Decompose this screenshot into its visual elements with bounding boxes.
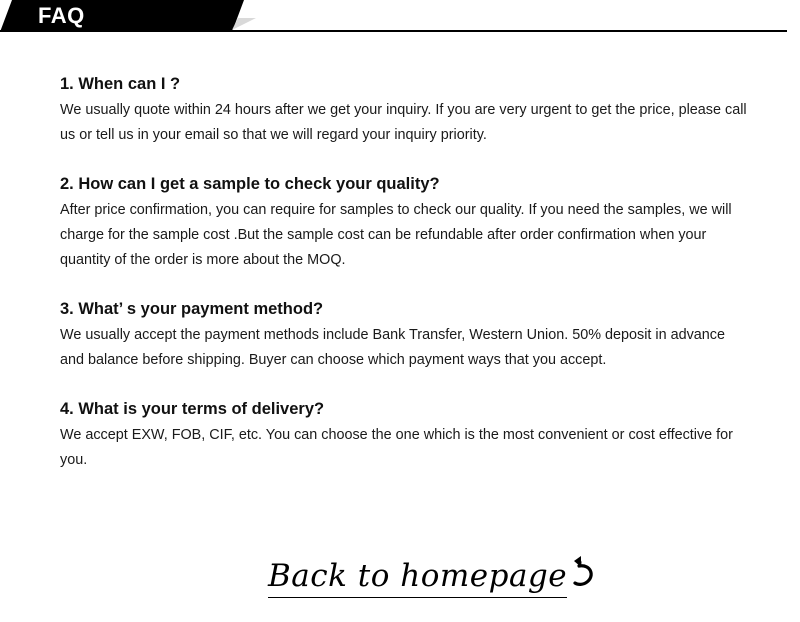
header-divider: [0, 30, 787, 32]
faq-item: [60, 397, 750, 473]
faq-question: 4. What is your terms of delivery?: [60, 400, 325, 418]
faq-question: 2. How can I get a sample to check your quality?: [60, 175, 440, 193]
faq-header: [0, 0, 800, 34]
faq-banner: [0, 0, 244, 32]
return-arrow-icon[interactable]: [571, 552, 599, 592]
faq-item: [60, 72, 750, 148]
page-title: FAQ: [38, 3, 85, 28]
faq-answer: After price confirmation, you can require for samples to check our quality. If you need the samples, we will charge for the sample cost .But the sample cost can be refundable after order confirmation when your quantity of the order is more about the MOQ.: [60, 202, 732, 268]
faq-list: [60, 72, 750, 497]
faq-answer: We usually accept the payment methods include Bank Transfer, Western Union. 50% deposit in advance and balance before shipping. Buyer can choose which payment ways that you accept.: [60, 327, 726, 368]
back-to-homepage-link[interactable]: [268, 548, 599, 598]
faq-item: [60, 172, 750, 273]
faq-answer: We usually quote within 24 hours after we get your inquiry. If you are very urgent to get the price, please call us or tell us in your email so that we will regard your inquiry priority.: [60, 102, 747, 143]
faq-item: [60, 297, 750, 373]
faq-answer: We accept EXW, FOB, CIF, etc. You can choose the one which is the most convenient or cost effective for you.: [60, 427, 733, 468]
back-to-homepage-label[interactable]: Back to homepage: [268, 556, 567, 598]
faq-question: 3. What’ s your payment method?: [60, 300, 324, 318]
faq-question: 1. When can I ?: [60, 75, 181, 93]
